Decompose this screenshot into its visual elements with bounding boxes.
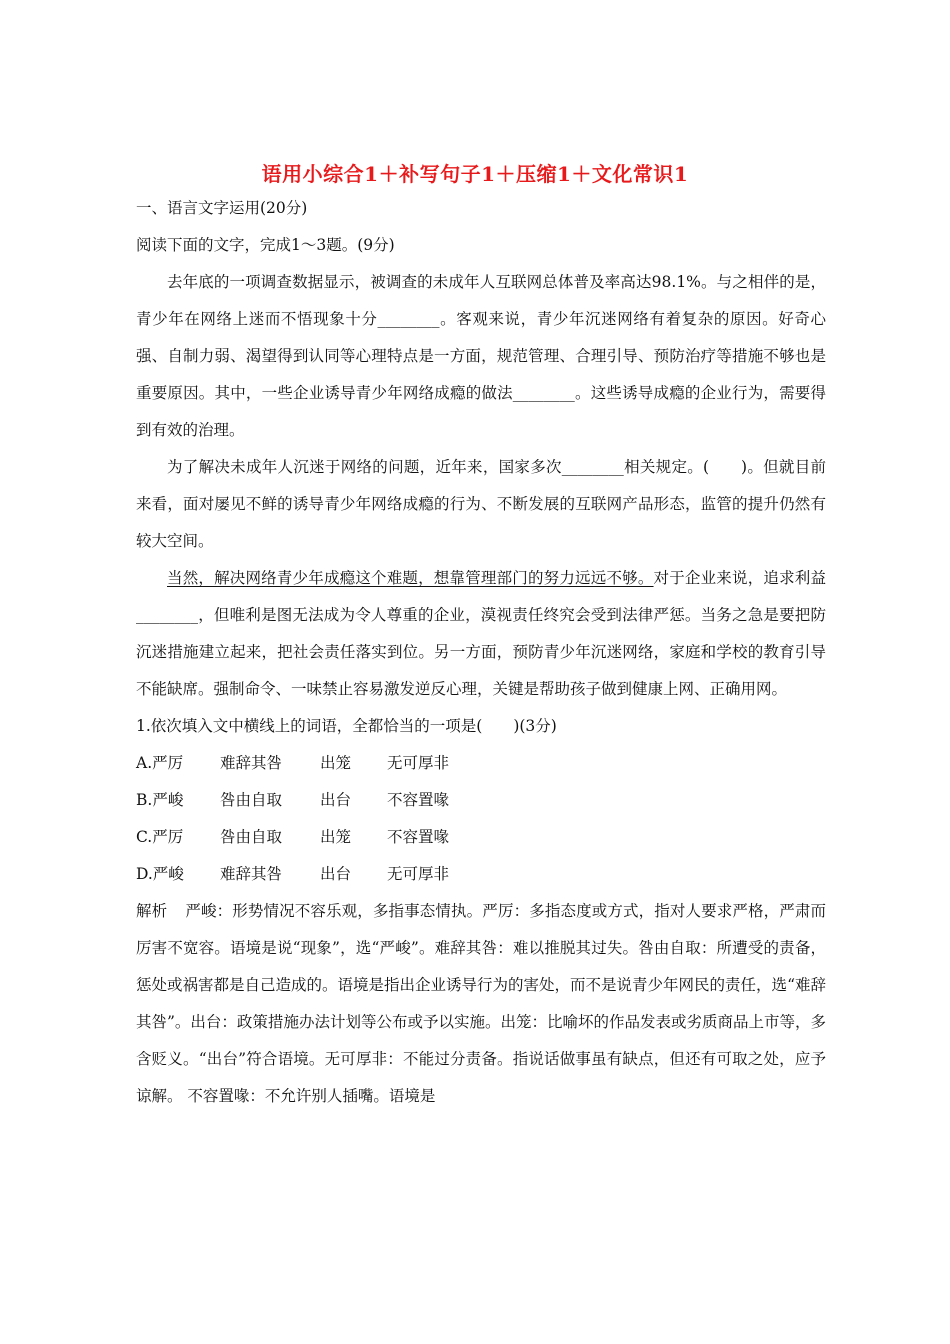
analysis-paragraph [136, 893, 826, 1115]
option-a [136, 745, 826, 782]
passage-paragraph-3 [136, 560, 826, 708]
option-c [136, 819, 826, 856]
option-key: D.严峻 [136, 865, 184, 883]
question-1: 1.依次填入文中横线上的词语，全都恰当的一项是( )(3分) [136, 717, 557, 735]
document-title: 语用小综合1＋补写句子1＋压缩1＋文化常识1 [261, 162, 689, 186]
option-key: A.严厉 [136, 754, 184, 772]
option-word: 难辞其咎 [220, 865, 283, 883]
underlined-sentence: 当然，解决网络青少年成瘾这个难题，想靠管理部门的努力远远不够。 [167, 569, 654, 587]
section-heading: 一、语言文字运用(20分) [136, 199, 308, 217]
paragraph-3-rest: 对于企业来说，追求利益________，但唯利是图无法成为令人尊重的企业，漠视责任终究会受到法律严惩。当务之急是要把防沉迷措施建立起来，把社会责任落实到位。另一方面，预防青少年沉迷网络，家庭和学校的教育引导不能缺席。强制命令、一味禁止容易激发逆反心理，关键是帮助孩子做到健康上网、正确用网。 [136, 569, 826, 698]
analysis-label: 解析 [136, 902, 168, 920]
passage-paragraph-2: 为了解决未成年人沉迷于网络的问题，近年来，国家多次________相关规定。( )。但就目前来看，面对屡见不鲜的诱导青少年网络成瘾的行为、不断发展的互联网产品形态，监管的提升仍然有较大空间。 [136, 458, 826, 550]
analysis-text: 严峻：形势情况不容乐观，多指事态情执。严厉：多指态度或方式，指对人要求严格，严肃而厉害不宽容。语境是说“现象”，选“严峻”。难辞其咎：难以推脱其过失。咎由自取：所遭受的责备，惩处或祸害都是自己造成的。语境是指出企业诱导行为的害处，而不是说青少年网民的责任，选“难辞其咎”。出台：政策措施办法计划等公布或予以实施。出笼：比喻坏的作品发表或劣质商品上市等，多含贬义。“出台”符合语境。无可厚非：不能过分责备。指说话做事虽有缺点，但还有可取之处，应予谅解。 不容置喙：不允许别人插嘴。语境是 [136, 902, 826, 1105]
option-word: 出台 [320, 791, 352, 809]
option-key: C.严厉 [136, 828, 184, 846]
option-word: 咎由自取 [220, 828, 283, 846]
document-body [136, 190, 826, 1115]
option-word: 不容置喙 [387, 828, 450, 846]
option-key: B.严峻 [136, 791, 184, 809]
option-word: 出笼 [320, 828, 352, 846]
option-d [136, 856, 826, 893]
option-word: 出台 [320, 865, 352, 883]
option-word: 无可厚非 [387, 754, 450, 772]
reading-instruction: 阅读下面的文字，完成1～3题。(9分) [136, 236, 395, 254]
option-word: 出笼 [320, 754, 352, 772]
option-b [136, 782, 826, 819]
option-word: 不容置喙 [387, 791, 450, 809]
passage-paragraph-1: 去年底的一项调查数据显示，被调查的未成年人互联网总体普及率高达98.1%。与之相伴的是，青少年在网络上迷而不悟现象十分________。客观来说，青少年沉迷网络有着复杂的原因。好奇心强、自制力弱、渴望得到认同等心理特点是一方面，规范管理、合理引导、预防治疗等措施不够也是重要原因。其中，一些企业诱导青少年网络成瘾的做法________。这些诱导成瘾的企业行为，需要得到有效的治理。 [136, 273, 826, 439]
option-word: 咎由自取 [220, 791, 283, 809]
option-word: 无可厚非 [387, 865, 450, 883]
option-word: 难辞其咎 [220, 754, 283, 772]
